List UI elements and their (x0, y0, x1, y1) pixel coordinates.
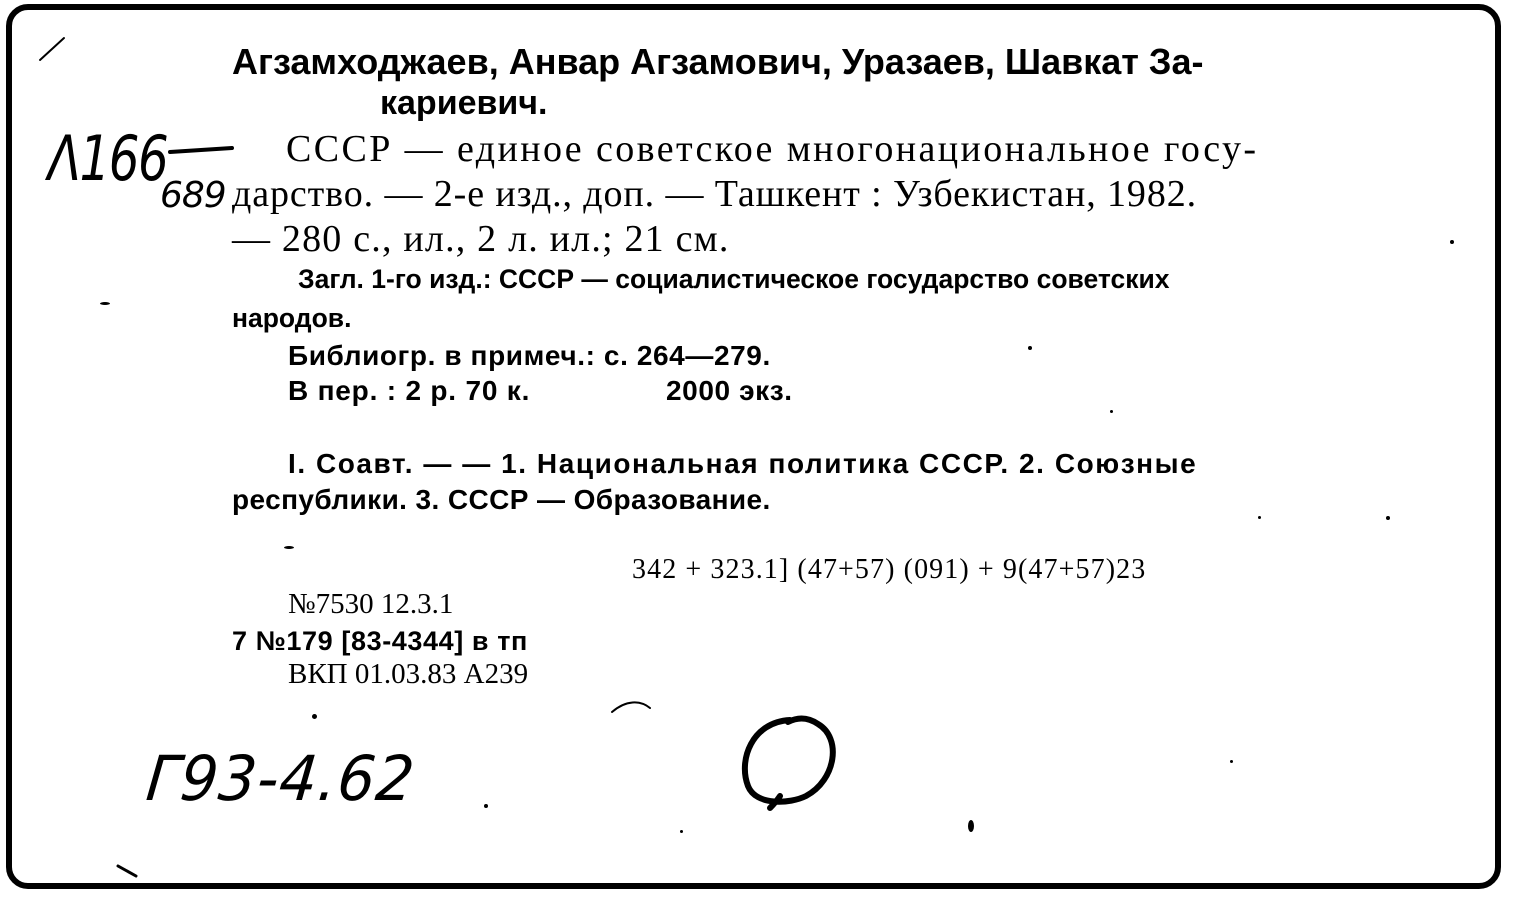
speck (1450, 240, 1454, 244)
tracing-line-1: I. Соавт. — — 1. Национальная политика СССР. 2. Союзные (288, 448, 1198, 479)
note-line-2: народов. (232, 303, 352, 333)
speck (1386, 516, 1390, 520)
circle-mark-icon (745, 719, 833, 809)
corner-slash (40, 38, 64, 60)
title-line-2: дарство. — 2-е изд., доп. — Ташкент : Узбекистан, 1982. (232, 173, 1198, 215)
speck (284, 546, 294, 549)
faint-arc (612, 702, 650, 712)
speck (484, 804, 488, 808)
price-note: В пер. : 2 р. 70 к. (288, 375, 531, 406)
author-line-2: кариевич. (380, 84, 548, 122)
bottom-left-tick (118, 866, 136, 876)
speck (1110, 410, 1113, 413)
order-line: 7 №179 [83-4344] в тп (232, 626, 528, 656)
title-line-1: СССР — единое советское многонациональное госу- (286, 128, 1259, 170)
number-line: №7530 12.3.1 (288, 588, 454, 620)
bibliography-note: Библиогр. в примеч.: с. 264—279. (288, 340, 771, 371)
speck (1230, 760, 1233, 763)
tracing-line-2: республики. 3. СССР — Образование. (232, 484, 771, 515)
author-line-1-span: Агзамходжаев, Анвар Агзамович, Уразаев, Шавкат За- (232, 41, 1204, 82)
speck (100, 302, 110, 305)
handwritten-inventory-number: Г93-4.62 (143, 742, 419, 815)
shelf-mark-rule (170, 148, 232, 152)
copies-note: 2000 экз. (666, 375, 793, 406)
handwritten-shelf-mark-sub: 689 (160, 175, 226, 216)
title-line-3: — 280 с., ил., 2 л. ил.; 21 см. (232, 218, 730, 260)
speck (1258, 516, 1261, 519)
note-line-1: Загл. 1-го изд.: СССР — социалистическое государство советских (298, 264, 1170, 294)
speck (312, 714, 317, 719)
handwritten-shelf-mark: Λ166 (48, 122, 168, 195)
speck (680, 830, 683, 833)
vkp-line: ВКП 01.03.83 А239 (288, 658, 529, 690)
speck (1028, 346, 1032, 350)
classification-index: 342 + 323.1] (47+57) (091) + 9(47+57)23 (632, 554, 1147, 585)
speck (968, 820, 974, 832)
